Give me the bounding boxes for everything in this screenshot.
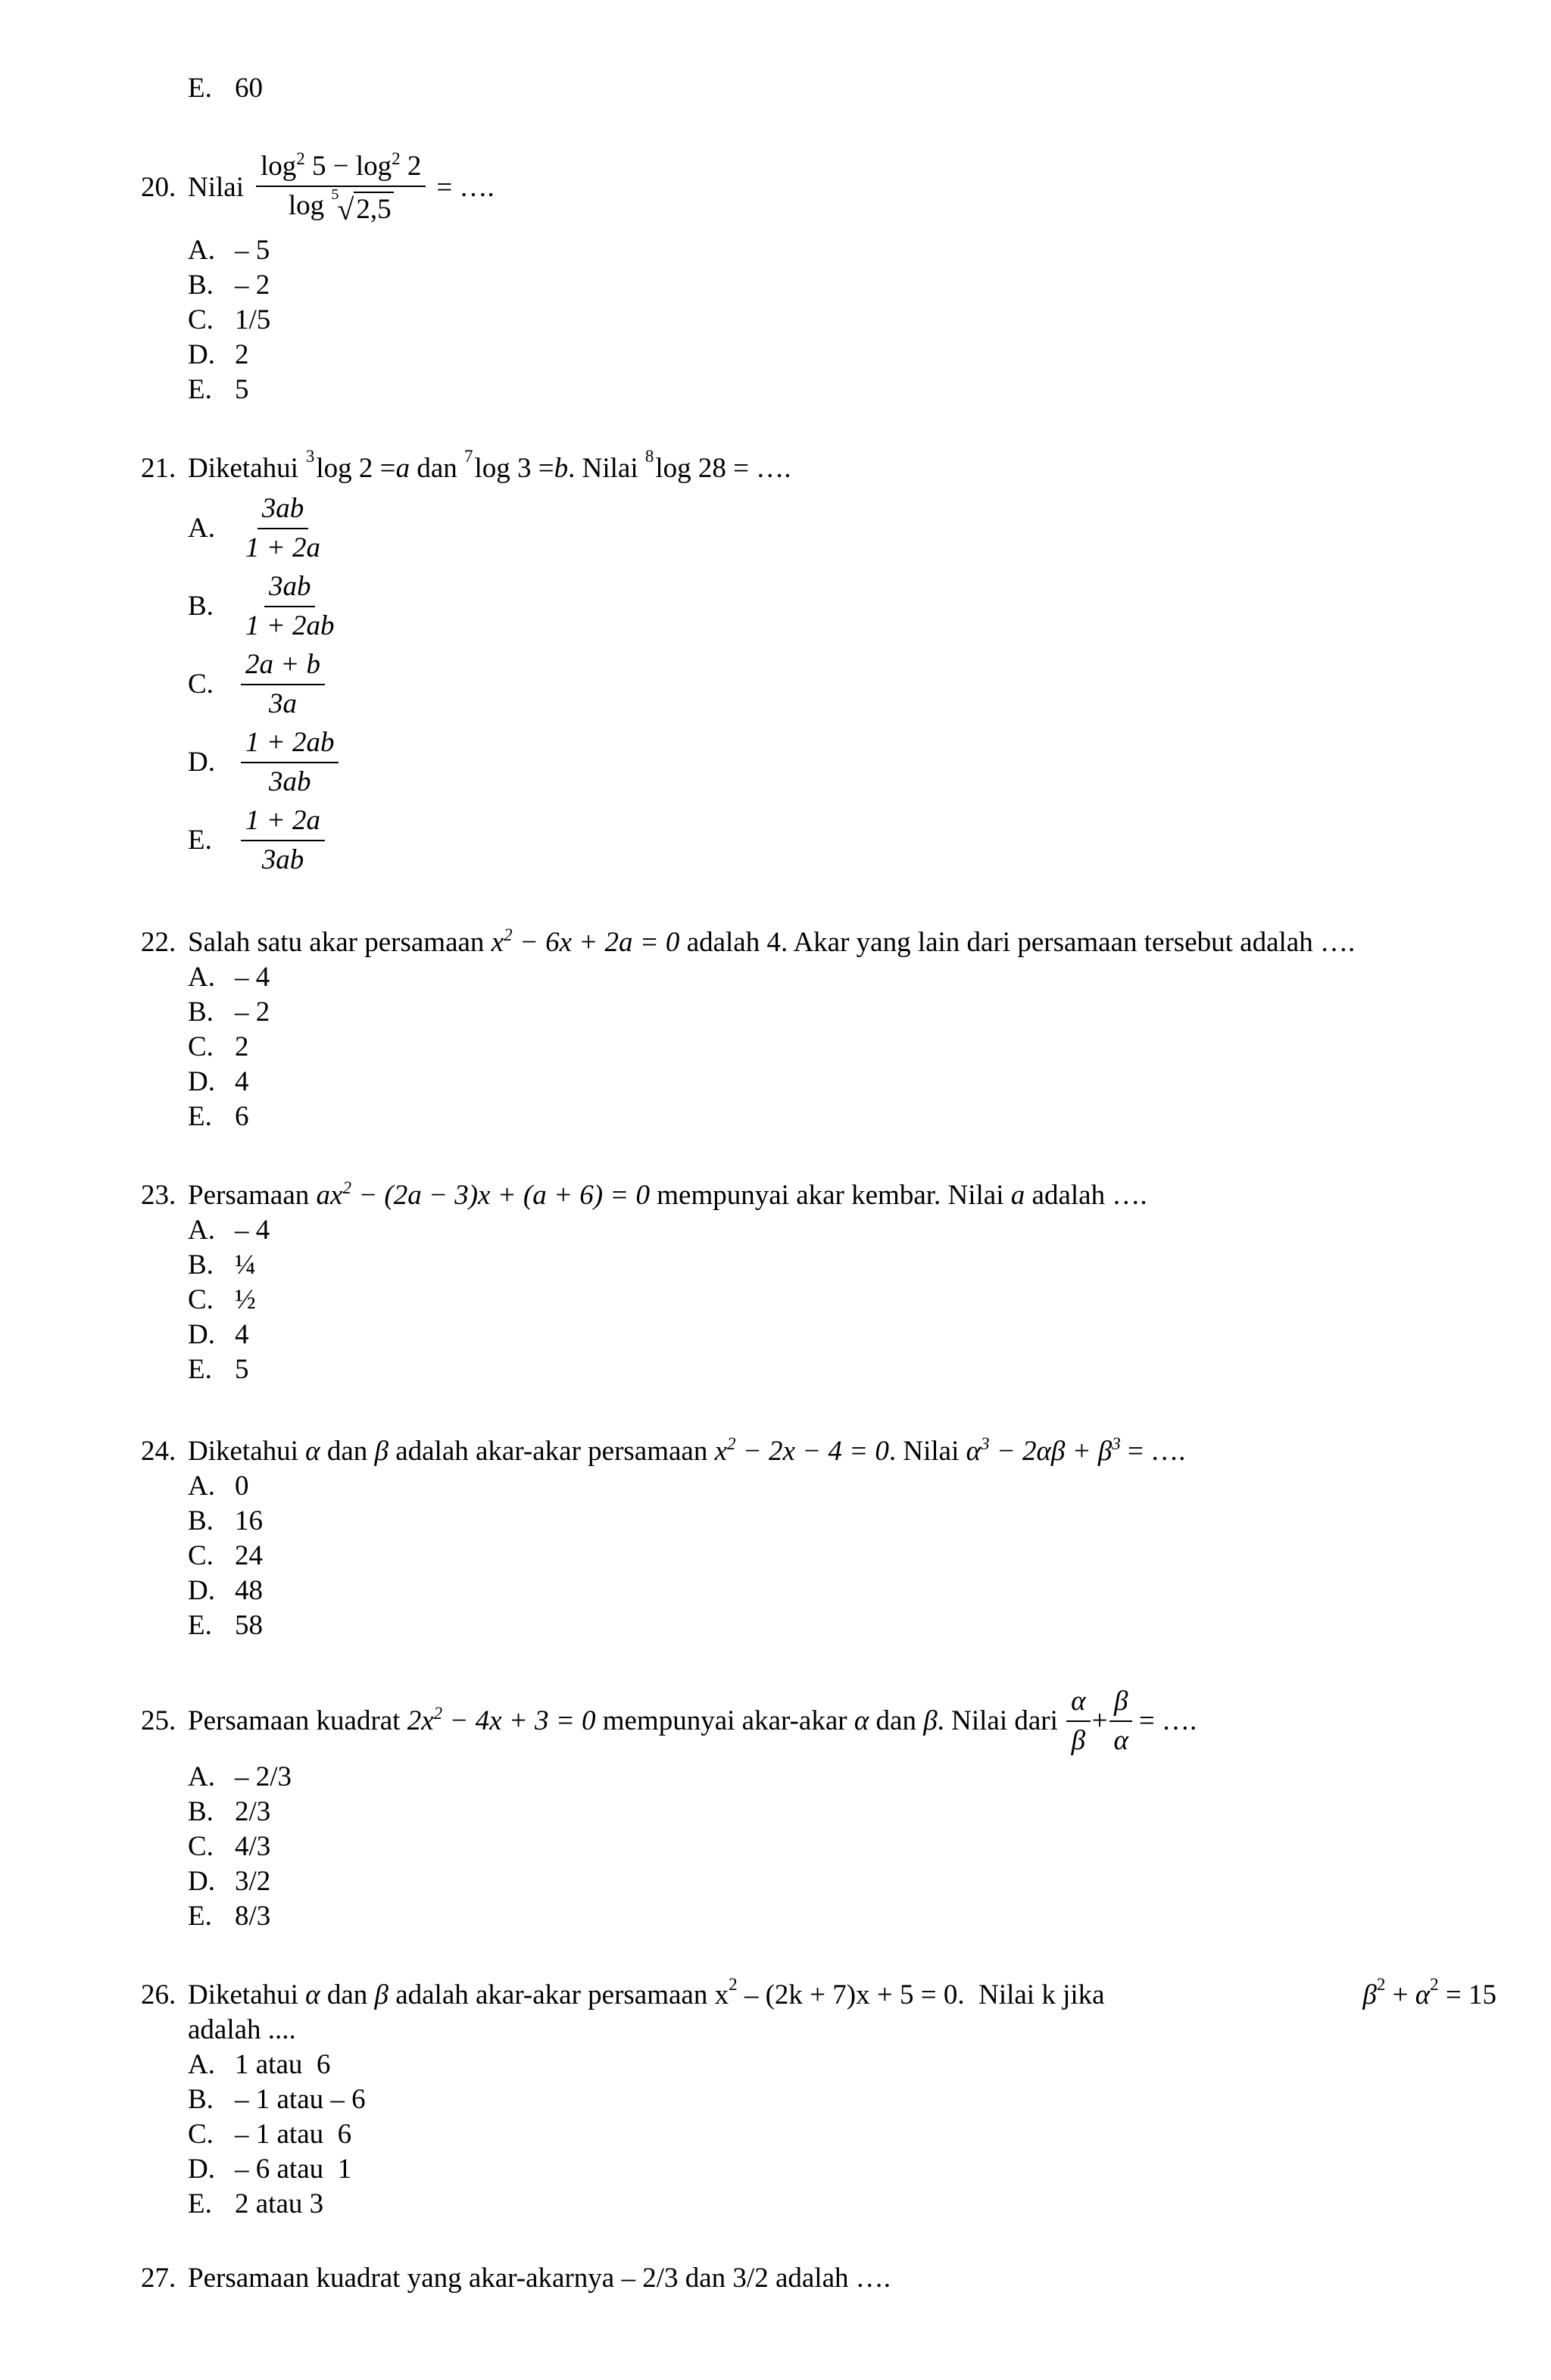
option-b[interactable]: B. ¼ xyxy=(188,1249,256,1280)
option-e[interactable]: E. 5 xyxy=(188,374,249,405)
option-d[interactable]: D. $\frac{1 + 2ab}{3ab}$ xyxy=(188,723,1496,801)
question-text: Diketahui xyxy=(188,453,298,484)
option-list xyxy=(188,233,1496,407)
equals-dots: = …. xyxy=(436,172,495,203)
question-number: 20. xyxy=(141,172,176,203)
option-a[interactable]: A. – 5 xyxy=(188,235,270,266)
question-number: 25. xyxy=(141,1705,176,1736)
equation: $x^2 - 6x + 2a = 0$ xyxy=(491,925,680,958)
option-a[interactable]: A. $\frac{3ab}{1 + 2a}$ xyxy=(188,492,320,563)
option-c[interactable]: C. – 1 atau 6 xyxy=(188,2119,352,2150)
option-b[interactable]: B. 2/3 xyxy=(188,1796,271,1827)
option-c[interactable]: C. 1/5 xyxy=(188,304,271,335)
option-d[interactable]: D. 3/2 xyxy=(188,1866,271,1897)
fifth-root: 5 √ 2,5 xyxy=(331,192,393,226)
expression: $\alpha^3 - 2\alpha\beta + \beta^3$ xyxy=(966,1434,1121,1467)
question-22: 22. Salah satu akar persamaan $x^2 - 6x + 2a = 0$ adalah 4. Akar yang lain dari persamaan tersebut adalah …. A. – 4 B. – 2 C. 2 D. 4 E. 6 xyxy=(141,925,1496,1134)
option-d[interactable]: D. 4 xyxy=(188,1319,249,1350)
option-b[interactable]: B. – 2 xyxy=(188,270,270,301)
option-d[interactable]: D. – 6 atau 1 xyxy=(188,2154,352,2185)
option-d[interactable]: D. 48 xyxy=(188,1575,263,1606)
question-number: 27. xyxy=(141,2263,176,2294)
option-d[interactable]: D. 2 xyxy=(188,339,249,370)
option-a[interactable]: A. – 4 xyxy=(188,962,270,993)
option-b[interactable]: B. 16 xyxy=(188,1505,263,1536)
log-fraction xyxy=(256,150,426,226)
option-letter: E. xyxy=(188,73,212,104)
question-20 xyxy=(141,142,1496,407)
option-c[interactable]: C. 24 xyxy=(188,1540,263,1571)
question-number: 24. xyxy=(141,1436,176,1467)
fraction-denominator: log 5 √ 2,5 xyxy=(284,187,398,226)
question-text: Persamaan kuadrat xyxy=(188,1705,407,1736)
question-number: 22. xyxy=(141,927,176,958)
option-list xyxy=(188,960,1496,1134)
option-a[interactable]: A. – 2/3 xyxy=(188,1761,292,1792)
question-number: 23. xyxy=(141,1180,176,1211)
fraction-numerator: $\log^2 5 - \log^2 2$ xyxy=(256,150,426,187)
option-value: 60 xyxy=(235,73,263,104)
question-24: 24. Diketahui α dan β adalah akar-akar persamaan $x^2 - 2x - 4 = 0$ . Nilai $\alpha^3 - 2\alpha\beta + \beta^3$ = …. A. 0 B. 16 C. 24 D. 48 E. 58 xyxy=(141,1434,1496,1643)
question-text: Diketahui xyxy=(188,1436,306,1467)
question-text: Persamaan xyxy=(188,1180,317,1211)
option-b[interactable]: B. $\frac{3ab}{1 + 2ab}$ xyxy=(188,570,335,641)
option-e[interactable]: E. 5 xyxy=(188,1354,249,1385)
option-c[interactable]: C. 2 xyxy=(188,1031,249,1062)
question-23: 23. Persamaan $ax^2 - (2a - 3)x + (a + 6) = 0$ mempunyai akar kembar. Nilai a adalah …. A. – 4 B. ¼ C. ½ D. 4 E. 5 xyxy=(141,1178,1496,1387)
question-number: 26. xyxy=(141,1979,176,2010)
option-a[interactable]: A. 1 atau 6 xyxy=(188,2049,331,2080)
equation: $ax^2 - (2a - 3)x + (a + 6) = 0$ xyxy=(316,1178,651,1211)
q19-option-e xyxy=(141,71,1496,106)
question-26: 26. Diketahui α dan β adalah akar-akar persamaan x $^2$ – (2k + 7)x + 5 = 0. Nilai k jika β $^2$ + α $^2$ = 15 adalah .... A. 1 atau 6 B. – 1 atau – 6 C. – 1 atau 6 D. – 6 atau 1 E. 2 atau 3 xyxy=(141,1978,1496,2222)
question-text-continuation: adalah .... xyxy=(188,2014,296,2045)
option-c[interactable]: C. 4/3 xyxy=(188,1831,271,1862)
question-text: Diketahui xyxy=(188,1979,306,2010)
fraction-beta-over-alpha: $\frac{\beta}{\alpha}$ xyxy=(1109,1685,1132,1758)
question-text: Salah satu akar persamaan xyxy=(188,927,492,958)
option-e[interactable]: E. 2 atau 3 xyxy=(188,2188,324,2219)
equation: $x^2 - 2x - 4 = 0$ xyxy=(714,1434,889,1467)
option-d[interactable]: D. 4 xyxy=(188,1066,249,1097)
option-c[interactable]: C. ½ xyxy=(188,1284,256,1315)
question-25: 25. Persamaan kuadrat $2x^2 - 4x + 3 = 0$ mempunyai akar-akar α dan β . Nilai dari $\frac{\alpha}{\beta}$ + $\frac{\beta}{\alpha}$ = …. A. – 2/3 B. 2/3 C. 4/3 D. 3/2 E. 8/3 xyxy=(141,1680,1496,1934)
fraction-alpha-over-beta: $\frac{\alpha}{\beta}$ xyxy=(1066,1685,1090,1758)
option-list xyxy=(188,1469,1496,1643)
option-b[interactable]: B. – 1 atau – 6 xyxy=(188,2084,366,2115)
option-e[interactable]: E. 6 xyxy=(188,1101,249,1132)
option-b[interactable]: B. – 2 xyxy=(188,997,270,1028)
option-list xyxy=(188,489,1496,879)
option-list xyxy=(188,2048,1496,2222)
question-21: 21. Diketahui 3 log 2 = a dan 7 log 3 = b . Nilai 8 log 28 = …. A. $\frac{3ab}{1 + 2a}$ B. $\frac{3ab}{1 + 2ab}$ C. $\frac{2a + b}{3a}$ D. $\frac{1 + 2ab}{3ab}$ E. $\frac{1 + 2a}{3ab}$ xyxy=(141,451,1496,879)
question-number: 21. xyxy=(141,453,176,484)
condition: β $^2$ + α $^2$ = 15 xyxy=(1362,1975,1496,2010)
option-a[interactable]: A. – 4 xyxy=(188,1215,270,1246)
option-e[interactable]: E. 58 xyxy=(188,1610,263,1641)
equation: $2x^2 - 4x + 3 = 0$ xyxy=(407,1704,596,1736)
question-text: Nilai xyxy=(188,172,244,203)
option-a[interactable]: A. 0 xyxy=(188,1471,249,1502)
option-e[interactable]: E. $\frac{1 + 2a}{3ab}$ xyxy=(188,801,1496,879)
option-e[interactable]: E. 8/3 xyxy=(188,1901,271,1932)
option-list xyxy=(188,1760,1496,1934)
question-text: Persamaan kuadrat yang akar-akarnya – 2/3 dan 3/2 adalah …. xyxy=(188,2263,891,2294)
option-c[interactable]: C. $\frac{2a + b}{3a}$ xyxy=(188,645,1496,723)
question-27 xyxy=(141,2261,1496,2296)
option-list xyxy=(188,1213,1496,1387)
